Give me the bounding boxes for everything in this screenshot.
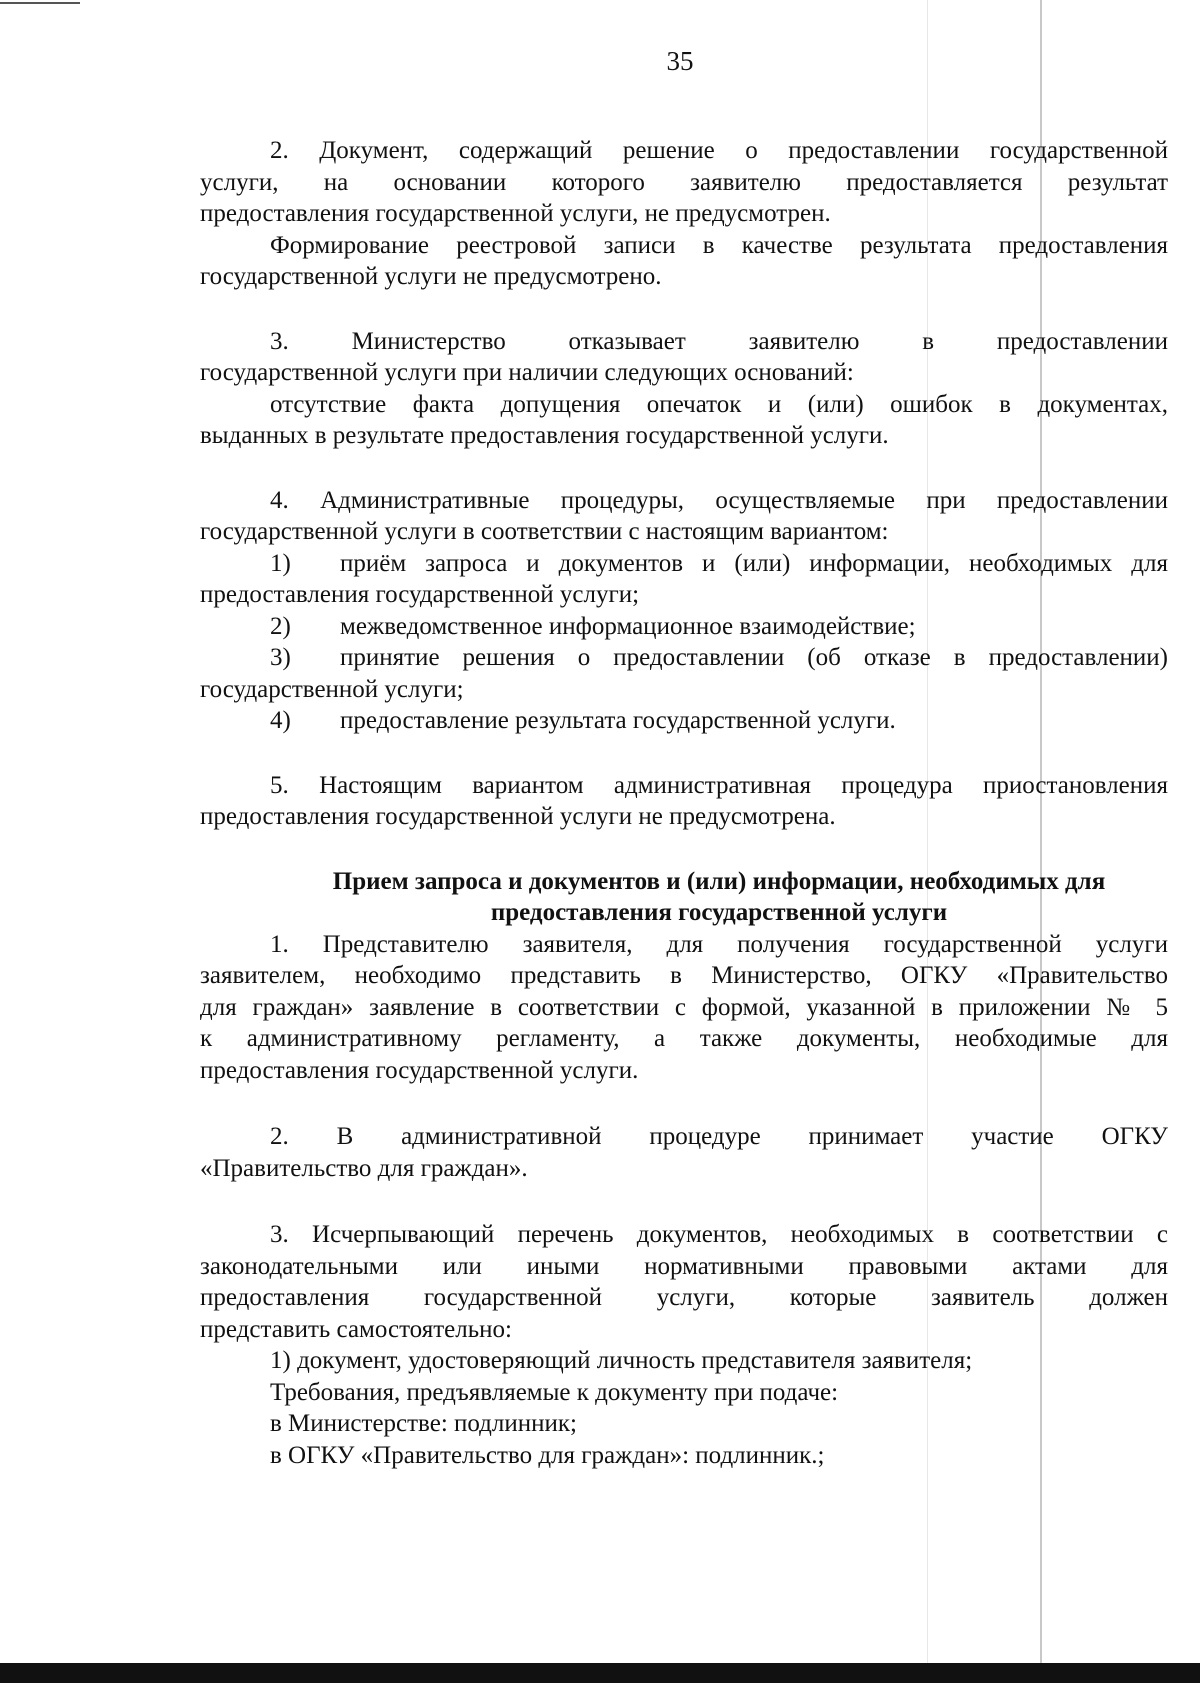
list-item-number: 4) <box>270 707 291 734</box>
list-item-continuation: государственной услуги; <box>200 675 464 703</box>
list-item-number: 3) <box>270 644 291 671</box>
block-2-line-2: «Правительство для граждан». <box>200 1154 528 1182</box>
section-2-line-2: услуги, на основании которого заявителю предоставляется результат <box>200 168 1168 196</box>
list-item-text: межведомственное информационное взаимодействие; <box>340 612 916 640</box>
section-5-line-1: 5. Настоящим вариантом административная процедура приостановления <box>270 771 1168 799</box>
block-1-line-2: заявителем, необходимо представить в Министерство, ОГКУ «Правительство <box>200 962 1168 989</box>
block-3-line-6: Требования, предъявляемые к документу при подаче: <box>270 1378 839 1406</box>
document-body <box>200 135 1168 1471</box>
list-item-text: приём запроса и документов и (или) информации, необходимых для <box>340 549 1168 577</box>
list-item <box>270 611 1168 643</box>
list-item <box>270 548 1168 580</box>
block-3-line-2: законодательными или иными нормативными правовыми актами для <box>200 1252 1168 1280</box>
scan-artifact-bottom-border <box>0 1663 1200 1683</box>
block-3-line-1: 3. Исчерпывающий перечень документов, необходимых в соответствии с <box>270 1221 1168 1248</box>
list-item-number: 1) <box>270 549 291 577</box>
section-2-line-1: 2. Документ, содержащий решение о предоставлении государственной <box>270 137 1168 164</box>
list-item-continuation: предоставления государственной услуги; <box>200 581 640 608</box>
page-number: 35 <box>666 46 694 76</box>
section-5-line-2: предоставления государственной услуги не предусмотрена. <box>200 803 836 830</box>
block-3-line-3: предоставления государственной услуги, которые заявитель должен <box>200 1284 1168 1311</box>
list-item <box>270 705 1168 737</box>
block-1-line-4: к административному регламенту, а также документы, необходимые для <box>200 1025 1168 1052</box>
scan-artifact-top-line <box>0 2 80 4</box>
block-3-line-5: 1) документ, удостоверяющий личность представителя заявителя; <box>270 1347 973 1374</box>
section-2-line-3: предоставления государственной услуги, не предусмотрен. <box>200 200 831 227</box>
section-3-line-2: государственной услуги при наличии следующих оснований: <box>200 359 854 386</box>
list-item <box>270 642 1168 674</box>
block-3-line-8: в ОГКУ «Правительство для граждан»: подлинник.; <box>270 1441 825 1469</box>
section-3-line-1: 3. Министерство отказывает заявителю в предоставлении <box>270 327 1168 355</box>
section-heading-line-1: Прием запроса и документов и (или) информации, необходимых для <box>332 867 1106 895</box>
block-3-line-4: представить самостоятельно: <box>200 1315 512 1343</box>
block-2-line-1: 2. В административной процедуре принимает участие ОГКУ <box>270 1123 1168 1150</box>
section-3-para-2-line-2: выданных в результате предоставления государственной услуги. <box>200 422 889 449</box>
block-1-line-1: 1. Представителю заявителя, для получения государственной услуги <box>270 930 1168 958</box>
list-item-number: 2) <box>270 612 291 640</box>
section-2-para-2-line-1: Формирование реестровой записи в качестве результата предоставления <box>270 231 1168 259</box>
block-3-line-7: в Министерстве: подлинник; <box>270 1410 577 1437</box>
section-3-para-2-line-1: отсутствие факта допущения опечаток и (или) ошибок в документах, <box>270 390 1168 418</box>
section-heading-line-2: предоставления государственной услуги <box>490 899 948 926</box>
block-1-line-3: для граждан» заявление в соответствии с формой, указанной в приложении № 5 <box>200 993 1168 1021</box>
list-item-text: принятие решения о предоставлении (об отказе в предоставлении) <box>340 644 1168 671</box>
list-item-text: предоставление результата государственной услуги. <box>340 707 896 734</box>
section-4-line-1: 4. Административные процедуры, осуществляемые при предоставлении <box>270 486 1168 514</box>
section-4-line-2: государственной услуги в соответствии с настоящим вариантом: <box>200 518 889 545</box>
section-2-para-2-line-2: государственной услуги не предусмотрено. <box>200 263 662 290</box>
block-1-line-5: предоставления государственной услуги. <box>200 1056 639 1084</box>
